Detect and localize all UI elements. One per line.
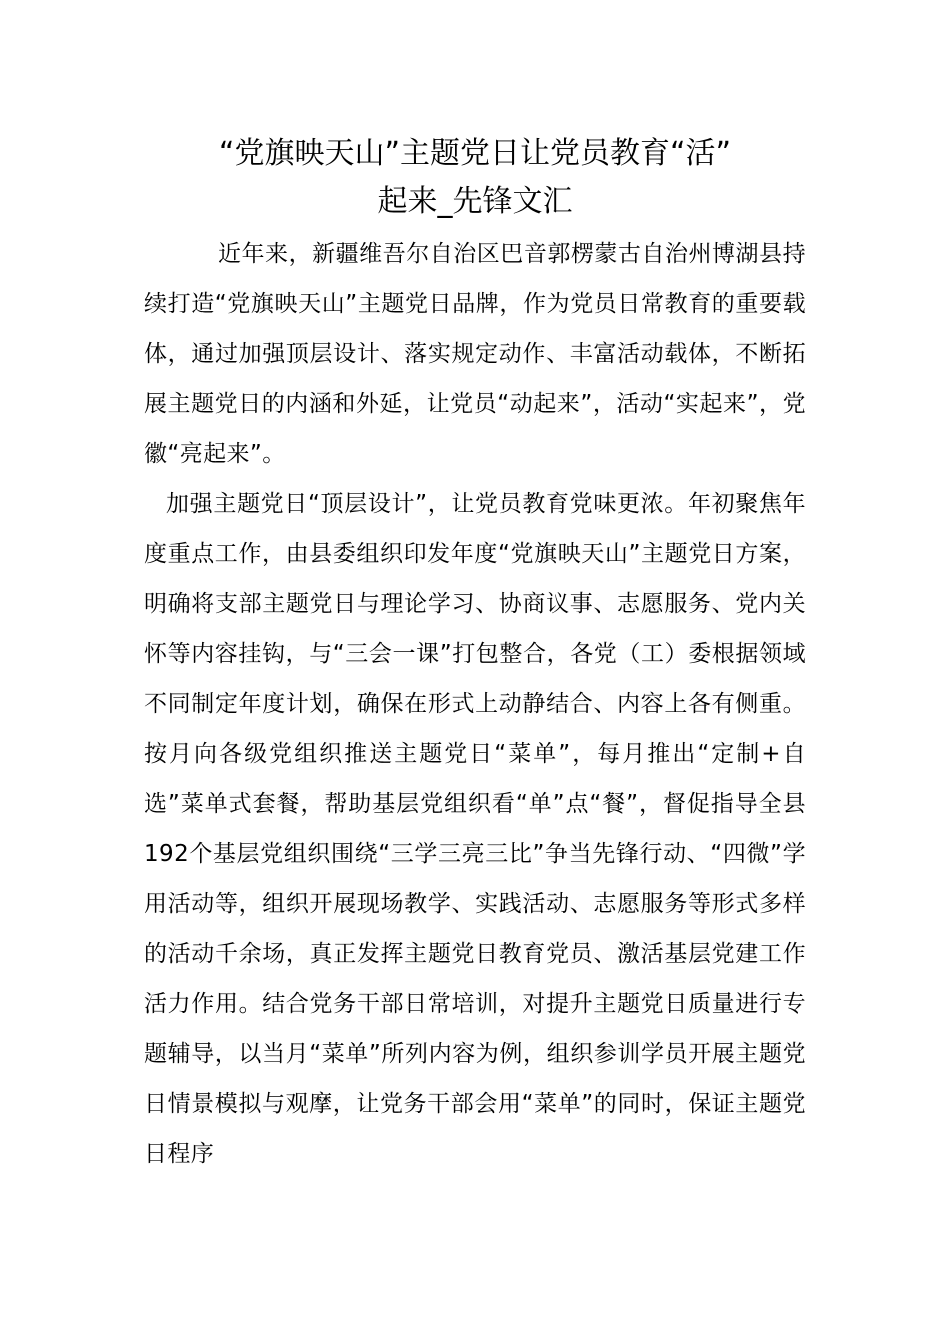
title-line-2: 起来_先锋文汇 [377,184,573,219]
paragraph-top-level-design: 加强主题党日“顶层设计”，让党员教育党味更浓。年初聚焦年度重点工作，由县委组织印发年度“党旗映天山”主题党日方案，明确将支部主题党日与理论学习、协商议事、志愿服务、党内关怀等内容挂钩，与“三会一课”打包整合，各党（工）委根据领域不同制定年度计划，确保在形式上动静结合、内容上各有侧重。按月向各级党组织推送主题党日“菜单”，每月推出“定制+自选”菜单式套餐，帮助基层党组织看“单”点“餐”，督促指导全县192个基层党组织围绕“三学三亮三比”争当先锋行动、“四微”学用活动等，组织开展现场教学、实践活动、志愿服务等形式多样的活动千余场，真正发挥主题党日教育党员、激活基层党建工作活力作用。结合党务干部日常培训，对提升主题党日质量进行专题辅导，以当月“菜单”所列内容为例，组织参训学员开展主题党日情景模拟与观摩，让党务干部会用“菜单”的同时，保证主题党日程序 [144,491,806,1167]
document-page [144,130,806,1179]
paragraph-intro: 近年来，新疆维吾尔自治区巴音郭楞蒙古自治州博湖县持续打造“党旗映天山”主题党日品牌，作为党员日常教育的重要载体，通过加强顶层设计、落实规定动作、丰富活动载体，不断拓展主题党日的内涵和外延，让党员“动起来”，活动“实起来”，党徽“亮起来”。 [144,241,806,467]
document-title [124,130,826,226]
title-line-1: “党旗映天山”主题党日让党员教育“活” [218,136,732,171]
